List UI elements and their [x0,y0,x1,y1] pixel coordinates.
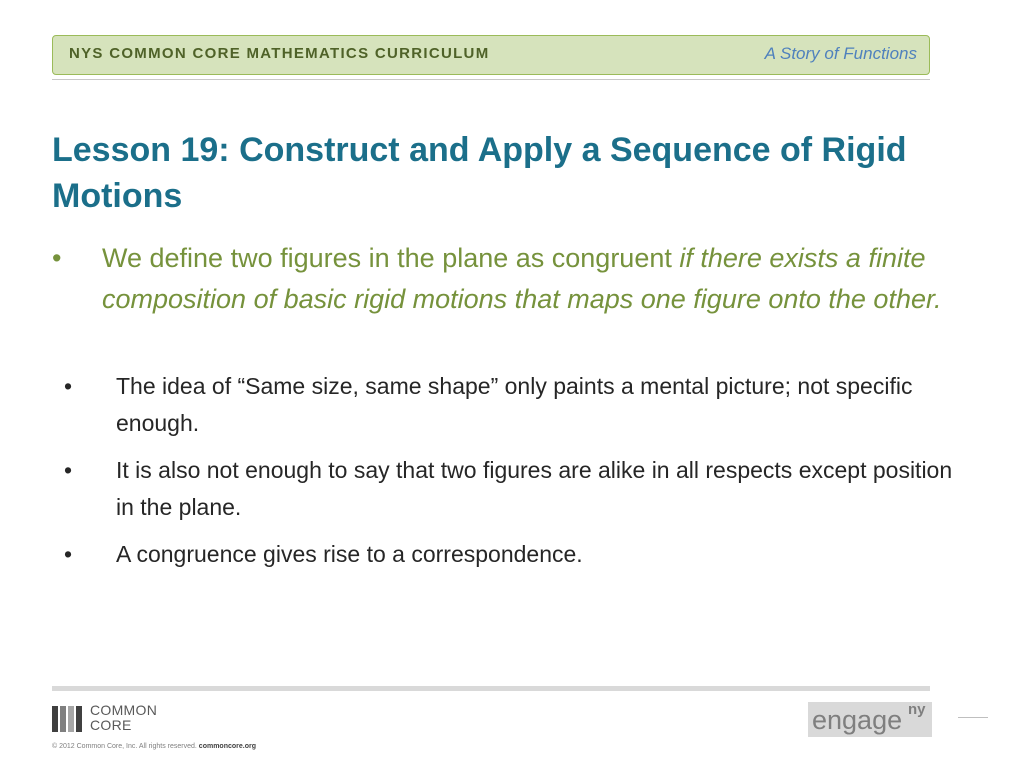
logo-line1: COMMON [90,702,158,718]
sub-bullet-text: The idea of “Same size, same shape” only paints a mental picture; not specific enough. [116,373,913,436]
copyright-text: © 2012 Common Core, Inc. All rights reserved. [52,743,197,750]
sub-bullet [60,536,970,573]
sub-bullet [60,452,970,526]
logo-line2: CORE [90,717,132,733]
copyright-link[interactable]: commoncore.org [198,743,256,750]
common-core-logo [52,702,158,733]
sub-bullet [60,368,970,442]
bullet-icon: • [64,457,73,483]
header-divider [52,79,930,80]
common-core-bars-icon [52,706,86,732]
bullet-icon: • [64,541,73,567]
curriculum-label: NYS COMMON CORE MATHEMATICS CURRICULUM [69,45,490,62]
bullet-icon: • [64,373,73,399]
engage-wordmark: engage [812,705,903,735]
main-bullet-plain: We define two figures in the plane as congruent [102,243,680,273]
module-label: A Story of Functions [764,44,917,63]
sub-bullet-text: A congruence gives rise to a correspondence. [116,541,583,567]
main-bullet-text [102,238,972,320]
copyright-notice [52,743,256,750]
slide-title: Lesson 19: Construct and Apply a Sequence of Rigid Motions [52,131,907,215]
engage-superscript: ny [908,701,926,718]
sub-bullet-text: It is also not enough to say that two figures are alike in all respects except position in the plane. [116,457,953,520]
footer-divider [52,686,930,691]
main-bullet-italic: if there exists a finite composition of basic rigid motions that maps one figure onto the other. [102,243,942,314]
common-core-wordmark [90,703,157,733]
side-dash [958,717,988,718]
main-bullet [52,238,972,320]
bullet-icon: • [52,243,62,273]
sub-bullet-list [60,368,970,583]
engageny-logo [808,702,932,737]
header-bar [52,35,930,75]
